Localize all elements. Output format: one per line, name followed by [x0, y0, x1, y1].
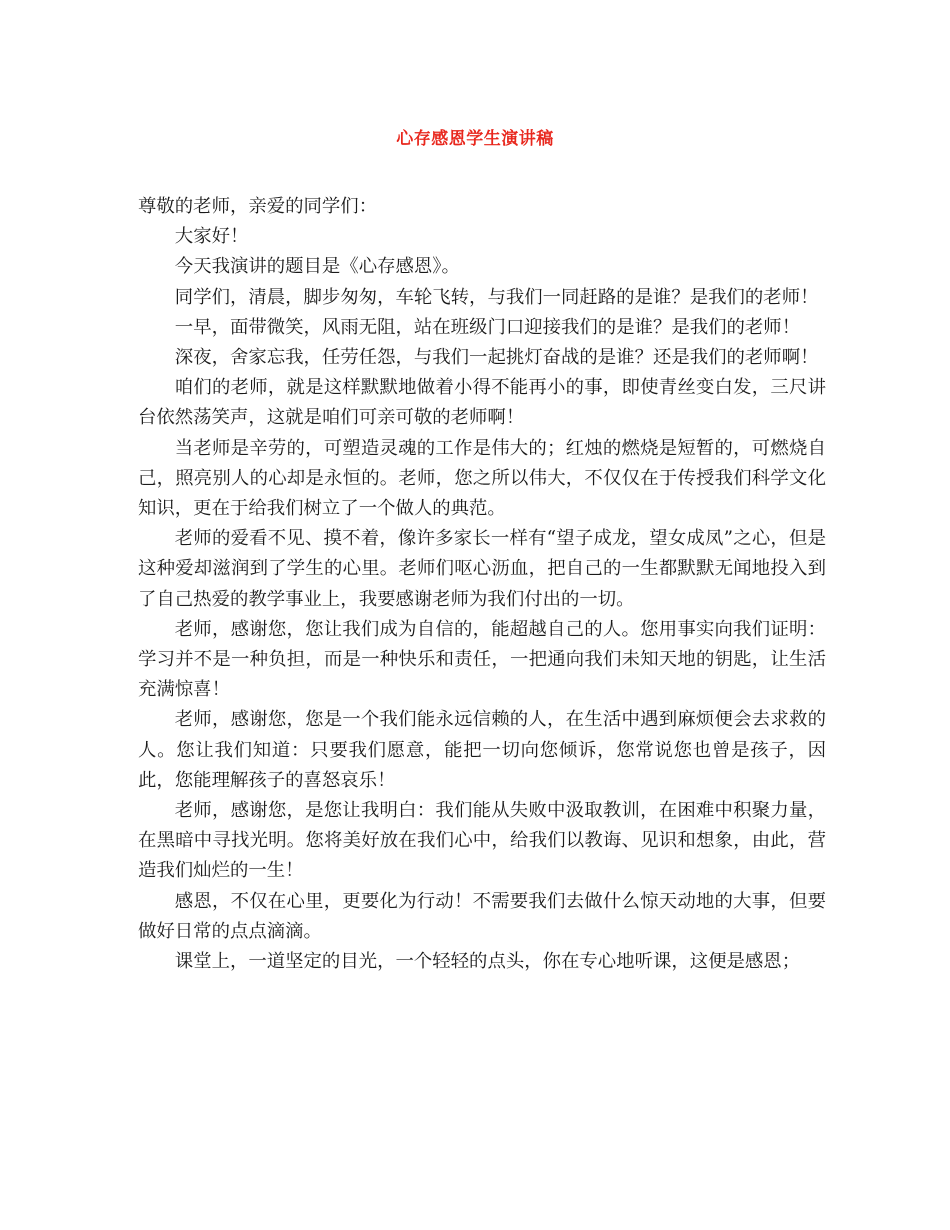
paragraph: 深夜，舍家忘我，任劳任怨，与我们一起挑灯奋战的是谁？还是我们的老师啊！ — [174, 347, 819, 369]
paragraph: 今天我演讲的题目是《心存感恩》。 — [174, 256, 460, 278]
paragraph: 当老师是辛劳的，可塑造灵魂的工作是伟大的；红烛的燃烧是短暂的，可燃烧自己，照亮别人的心却是永恒的。老师，您之所以伟大，不仅仅在于传授我们科学文化知识，更在于给我们树立了一个做人的典范。 — [138, 437, 826, 520]
paragraph: 老师，感谢您，是您让我明白：我们能从失败中汲取教训，在困难中积聚力量，在黑暗中寻找光明。您将美好放在我们心中，给我们以教诲、见识和想象，由此，营造我们灿烂的一生！ — [138, 800, 826, 882]
paragraph: 老师，感谢您，您是一个我们能永远信赖的人，在生活中遇到麻烦便会去求救的人。您让我们知道：只要我们愿意，能把一切向您倾诉，您常说您也曾是孩子，因此，您能理解孩子的喜怒哀乐！ — [138, 709, 826, 791]
paragraph: 感恩，不仅在心里，更要化为行动！不需要我们去做什么惊天动地的大事，但要做好日常的点点滴滴。 — [138, 890, 826, 942]
salutation: 尊敬的老师，亲爱的同学们： — [138, 196, 378, 217]
paragraph: 咱们的老师，就是这样默默地做着小得不能再小的事，即使青丝变白发，三尺讲台依然荡笑声，这就是咱们可亲可敬的老师啊！ — [138, 377, 826, 429]
paragraph: 老师，感谢您，您让我们成为自信的，能超越自己的人。您用事实向我们证明：学习并不是一种负担，而是一种快乐和责任，一把通向我们未知天地的钥匙，让生活充满惊喜！ — [138, 618, 826, 701]
paragraph: 大家好！ — [174, 226, 249, 248]
paragraph: 老师的爱看不见、摸不着，像许多家长一样有“望子成龙，望女成凤”之心，但是这种爱却滋润到了学生的心里。老师们呕心沥血，把自己的一生都默默无闻地投入到了自己热爱的教学事业上，我要感谢老师为我们付出的一切。 — [138, 528, 826, 610]
paragraph: 同学们，清晨，脚步匆匆，车轮飞转，与我们一同赶路的是谁？是我们的老师！ — [174, 286, 819, 308]
paragraph: 一早，面带微笑，风雨无阻，站在班级门口迎接我们的是谁？是我们的老师！ — [174, 316, 801, 338]
document-body — [138, 192, 826, 977]
paragraph: 课堂上，一道坚定的目光，一个轻轻的点头，你在专心地听课，这便是感恩； — [174, 951, 801, 973]
document-title: 心存感恩学生演讲稿 — [396, 129, 554, 149]
